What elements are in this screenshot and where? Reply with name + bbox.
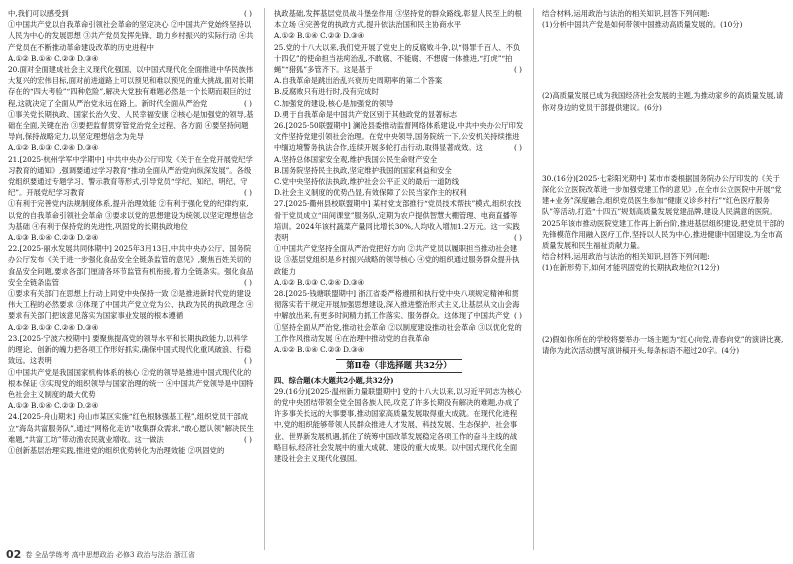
choice-row: A.①② B.①④ C.②③ D.③④ [274, 31, 365, 41]
sub-question: (1)在新形势下,如何才能巩固党的长期执政地位?(12分) [542, 263, 720, 273]
question-29: 29.(16分)[2025·温州新力量联盟期中] 党的十八大以来,以习近平同志为核心的党中央团结带领全党全国各族人民,攻克了许多长期没有解决的难题,办成了许多事关长远的大事要事,推动国家高质量发展取得重大成就。在现代化进程中,党的组织能够带领人民群众推进人才发展、科技发展、生态保护、社会事业、世界新发展机遇,抓住了统筹中国改革发展稳定各项工作的奋斗主线的战略目标,经济社会发展中的重大成就、建设的重大成果。以中国式现代化全面建设社会主义现代化强国。 [274, 386, 522, 463]
option-text: ①中国共产党坚持全面从严治党把好方向 ②共产党员以履职担当推动社会建设 ③基层党组织是乡村振兴战略的领导核心 ④党的组织通过服务群众提升执政能力 [274, 244, 520, 276]
choice-d: D.勇于自我革命是中国共产党区别于其他政党的显著标志 [274, 109, 458, 119]
option-text: 执政基础,发挥基层党员战斗堡垒作用 ③坚持党的群众路线,彰显人民至上的根本立场 ④完善党的执政方式,提升依法治国和民主协商水平 [274, 9, 522, 30]
option-text: ①创新基层治理实践,推进党的组织优势转化为治理效能 ②巩固党的 [8, 445, 225, 455]
option-text: ①中国共产党以自我革命引领社会革命的坚定决心 ②中国共产党始终坚持以人民为中心的发展思想 ③共产党员发挥先锋、助力乡村振兴的实际行动 ④共产党员在不断推动革命建设改革的历史进程中 [8, 20, 254, 52]
column-middle [274, 8, 524, 464]
choice-row: A.①② B.①④ C.②③ D.③④ [274, 345, 365, 355]
question-23: 23.[2025·宁波六校期中] 要聚焦提高党的领导水平和长期执政能力,以科学的理论、创新的魄力把各项工作形好抓实,确保中国式现代化重风破浪、行稳致远。这表明 ( ) [8, 333, 252, 366]
answer-space [542, 30, 786, 90]
column-left [8, 8, 254, 456]
option-text: ①事关党长期执政、国家长治久安、人民幸福安康 ②核心是加强党的领导,基础在全面,关键在治 ③要把监督贯穿管党治党全过程、各方面 ④要坚持问题导向,保持战略定力,以坚定理想信念为先导 [8, 109, 254, 142]
sub-question: (1)分析中国共产党是如何带领中国推动高质量发展的。(10分) [542, 20, 743, 30]
choice-row: A.①② B.①③ C.②④ D.③④ [8, 322, 99, 332]
choice-b: B.国务院坚持民主执政,坚定维护我国的国家利益和安全 [274, 165, 452, 175]
question-28: 28.[2025·钱塘联盟期中] 浙江省委严格遵照和执行党中央八项规定精神和贯彻落实若干规定开展加强思想建设,深入推进整治形式主义,让基层从文山会海中解放出来,有更多时间精力抓工作落实、服务群众。这体现了中国共产党 ( ) [274, 289, 522, 321]
section-heading: 第Ⅱ卷（非选择题 共32分） [274, 359, 524, 372]
choice-row: A.①③ B.①④ C.②③ D.②④ [8, 233, 99, 243]
page-number: 02 [6, 548, 22, 561]
choice-a: A.自我革命是跳出治乱兴衰历史周期率的第二个答案 [274, 76, 443, 86]
text-line: 中,我们可以感受到 ( ) [8, 9, 252, 18]
sub-question: (2)假如你所在的学校将要举办一场主题为“红心向党,青春向党”的演讲比赛,请你为此次活动撰写演讲稿开头,每条标语不超过20字。(4分) [542, 334, 784, 355]
part-heading: 四、综合题(本大题共2小题,共32分) [274, 375, 394, 385]
option-text: ①有利于完善党内法规制度体系,提升治理效能 ②有利于强化党的纪律约束,以党的自我革命引领社会革命 ③要求以党的思想建设为统领,以坚定理想信念为基础 ④有利于保持党的先进性,巩固党的长期执政地位 [8, 199, 254, 231]
option-text: ①要求有关部门在思想上行动上同党中央保持一致 ②是推进新时代党的建设伟大工程的必然要求 ③体现了中国共产党立党为公、执政为民的执政理念 ④要求有关部门把该意见落实为国家事业发展的根本遵循 [8, 289, 254, 321]
choice-c: C.加强党的建设,核心是加强党的领导 [274, 98, 394, 108]
question-30: 30.(16分)[2025·七彩阳光期中] 某市市委根据国务院办公厅印发的《关于深化公立医院改革进一步加强党建工作的意见》,在全市公立医院中开展“党建+业务”深度融合,组织党员医生参加“健康义诊乡村行”“红色医疗服务队”等活动,打造“十四五”规划高质量发展党建品牌,建设人民满意的医院。2025年该市推动医院党建工作再上新台阶,推进基层组织建设,把党员干部的先锋模范作用融入医疗工作,坚持以人民为中心,推进健康中国建设,为全市高质量发展和民生福祉贡献力量。 [542, 173, 785, 251]
choice-row: A.①② B.①④ C.②③ D.③④ [8, 53, 99, 63]
footer-text: 卷 全品学练考 高中思想政治 必修3 政治与法治 浙江省 [25, 550, 195, 559]
option-text: ①中国共产党是我国国家机构体系的核心 ②党的领导是推进中国式现代化的根本保证 ③实现党的组织领导与国家治理的统一 ④中国共产党领导是中国特色社会主义制度的最大优势 [8, 367, 254, 399]
question-27: 27.[2025·衢州县校联盟期中] 某村党支部推行“党员技术帮扶”模式,组织农技骨干党员成立“田间课堂”服务队,定期为农户提供智慧大棚管理、电商直播等培训。2024年该村蔬菜产量同比增长30%,人均收入增加1.2万元。这一实践表明 ( ) [274, 199, 522, 243]
choice-row: A.①③ B.①④ C.②③ D.②④ [8, 401, 99, 411]
page-footer [6, 548, 195, 561]
choice-row: A.①② B.①③ C.②④ D.③④ [8, 143, 99, 153]
column-divider-2 [533, 8, 534, 550]
instruction: 结合材料,运用政治与法治的相关知识,回答下列问题: [542, 9, 710, 18]
answer-space [542, 113, 786, 173]
question-25: 25.党的十八大以来,我们党开展了党史上的反腐败斗争,以“得罪千百人、不负十四亿”的使命担当祛疴治乱,不敢腐、不能腐、不想腐一体推进,“打虎”“拍蝇”“猎狐”多管齐下。这是基于 ( ) [274, 42, 522, 75]
question-21: 21.[2025·杭州学军中学期中] 中共中央办公厅印发《关于在全党开展党纪学习教育的通知》,强调要通过学习教育“推动全面从严治党向纵深发展”。各级党组织要通过专题学习、警示教育等形式,引导党员“学纪、知纪、明纪、守纪”。开展党纪学习教育 ( ) [8, 154, 253, 198]
question-22: 22.[2025·丽水发展共同体期中] 2025年3月13日,中共中央办公厅、国务院办公厅发布《关于进一步强化食品安全全链条监管的意见》,聚焦百姓关切的食品安全问题,要求各部门厘清各环节监管有机衔接,着力全链条实。强化食品安全全链条监管 ( ) [8, 244, 254, 287]
choice-row: A.①② B.①③ C.②④ D.③④ [274, 277, 365, 287]
choice-a: A.坚持总体国家安全观,维护我国公民生命财产安全 [274, 154, 438, 164]
choice-c: C.党中央坚持依法执政,维护社会公平正义的最后一道防线 [274, 177, 460, 187]
column-divider-1 [264, 8, 265, 550]
column-right [542, 8, 786, 356]
option-text: ①坚持全面从严治党,推动社会革命 ②以制度建设推动社会革命 ③以优化党的工作作风推动发展 ④在治理中推动党的自我革命 [274, 322, 522, 343]
answer-space [542, 274, 786, 334]
question-20: 20.面对全面建成社会主义现代化强国、以中国式现代化全面推进中华民族伟大复兴的宏伟目标,面对前进道路上可以预见和难以预见的重大挑战,面对长期存在的“四大考验”“四种危险”,解决大党独有难题必然是一个长期而艰巨的过程,这就决定了全面从严治党永远在路上。新时代全面从严治党 ( ) [8, 65, 254, 108]
choice-b: B.反腐败只有进行时,没有完成时 [274, 87, 379, 97]
sub-question: (2)高质量发展已成为我国经济社会发展的主题,为推动家乡的高质量发展,请你对身边的党员干部提供建议。(6分) [542, 91, 784, 112]
choice-d: D.社会主义制度的优势凸显,有效保障了公民当家作主的权利 [274, 188, 467, 198]
instruction: 结合材料,运用政治与法治的相关知识,回答下列问题: [542, 252, 710, 262]
question-24: 24.[2025·舟山期末] 舟山市某区实施“红色根脉强基工程”,组织党员干部成立“海岛共富服务队”,通过“网格化走访”收集群众需求,“敢心愿认领”解决民生难题,“共富工坊”带动渔农民就业增收。这一做法 ( ) [8, 412, 254, 444]
question-26: 26.[2025·50联盟期中] 澜沧县委推动监督网络体系建设,中共中央办公厅印发文件坚持党建引领社会治理。在党中央领导,国务院统一下,公安机关持续推进中缅边境警务执法合作,连续开展多轮打击行动,取得显著成效。这 ( ) [274, 121, 524, 153]
